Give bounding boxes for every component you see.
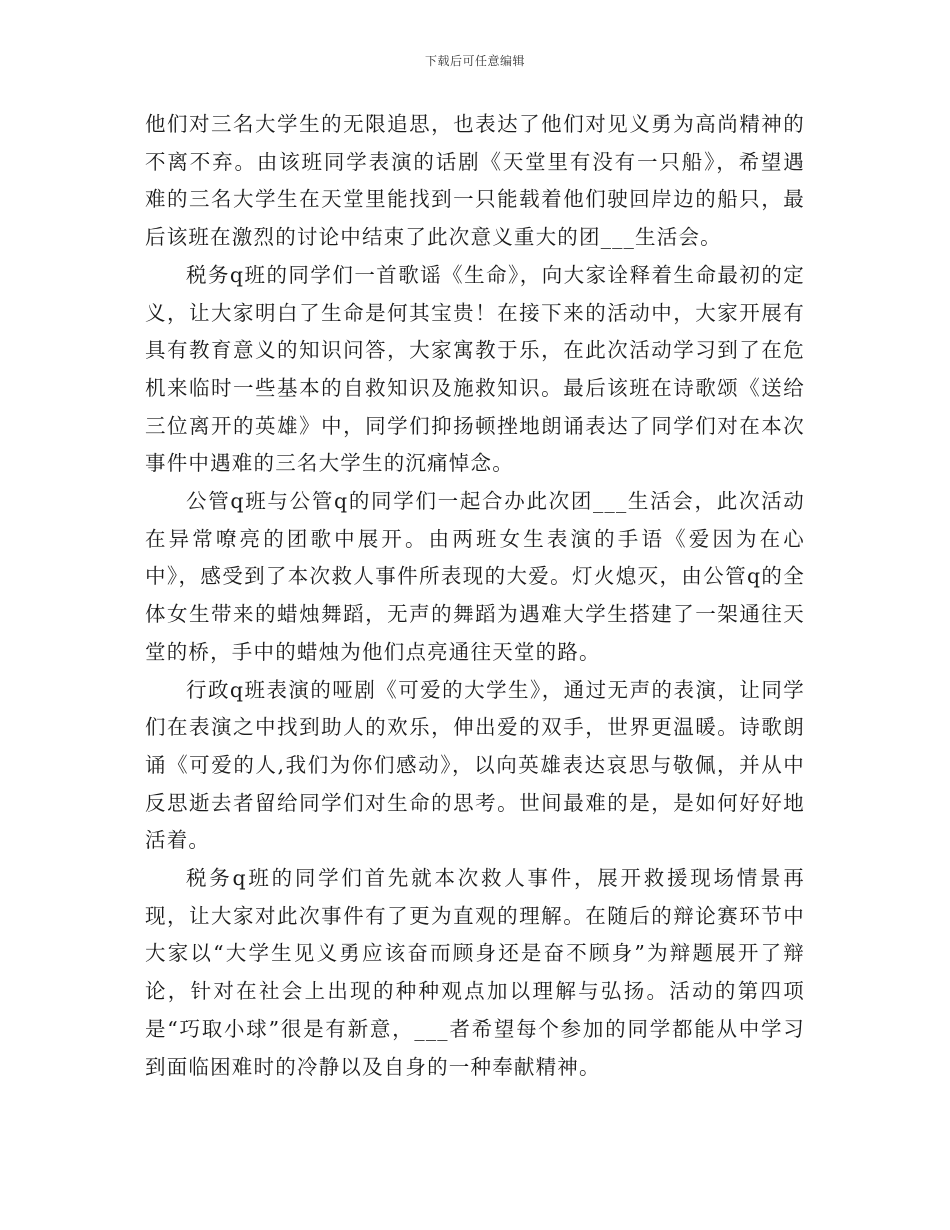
page-header: 下载后可任意编辑 (424, 54, 525, 68)
paragraph-3: 公管q班与公管q的同学们一起合办此次团___生活会，此次活动在异常嘹亮的团歌中展开。由两班女生表演的手语《爱因为在心中》，感受到了本次救人事件所表现的大爱。灯火熄灭，由公管q的全体女生带来的蜡烛舞蹈，无声的舞蹈为遇难大学生搭建了一架通往天堂的桥，手中的蜡烛为他们点亮通往天堂的路。 (145, 489, 805, 664)
paragraph-5: 税务q班的同学们首先就本次救人事件，展开救援现场情景再现，让大家对此次事件有了更为直观的理解。在随后的辩论赛环节中大家以“大学生见义勇应该奋而顾身还是奋不顾身”为辩题展开了辩论，针对在社会上出现的种种观点加以理解与弘扬。活动的第四项是“巧取小球”很是有新意，___者希望每个参加的同学都能从中学习到面临困难时的冷静以及自身的一种奉献精神。 (145, 866, 805, 1079)
paragraph-2: 税务q班的同学们一首歌谣《生命》，向大家诠释着生命最初的定义，让大家明白了生命是何其宝贵！在接下来的活动中，大家开展有具有教育意义的知识问答，大家寓教于乐，在此次活动学习到了在危机来临时一些基本的自救知识及施救知识。最后该班在诗歌颂《送给三位离开的英雄》中，同学们抑扬顿挫地朗诵表达了同学们对在本次事件中遇难的三名大学生的沉痛悼念。 (145, 262, 805, 476)
paragraph-1: 他们对三名大学生的无限追思，也表达了他们对见义勇为高尚精神的不离不弃。由该班同学表演的话剧《天堂里有没有一只船》，希望遇难的三名大学生在天堂里能找到一只能载着他们驶回岸边的船只，最后该班在激烈的讨论中结束了此次意义重大的团___生活会。 (145, 112, 805, 250)
document-body (145, 106, 805, 1086)
paragraph-4: 行政q班表演的哑剧《可爱的大学生》，通过无声的表演，让同学们在表演之中找到助人的欢乐，伸出爱的双手，世界更温暖。诗歌朗诵《可爱的人,我们为你们感动》，以向英雄表达哀思与敬佩，并从中反思逝去者留给同学们对生命的思考。世间最难的是，是如何好好地活着。 (145, 677, 805, 853)
